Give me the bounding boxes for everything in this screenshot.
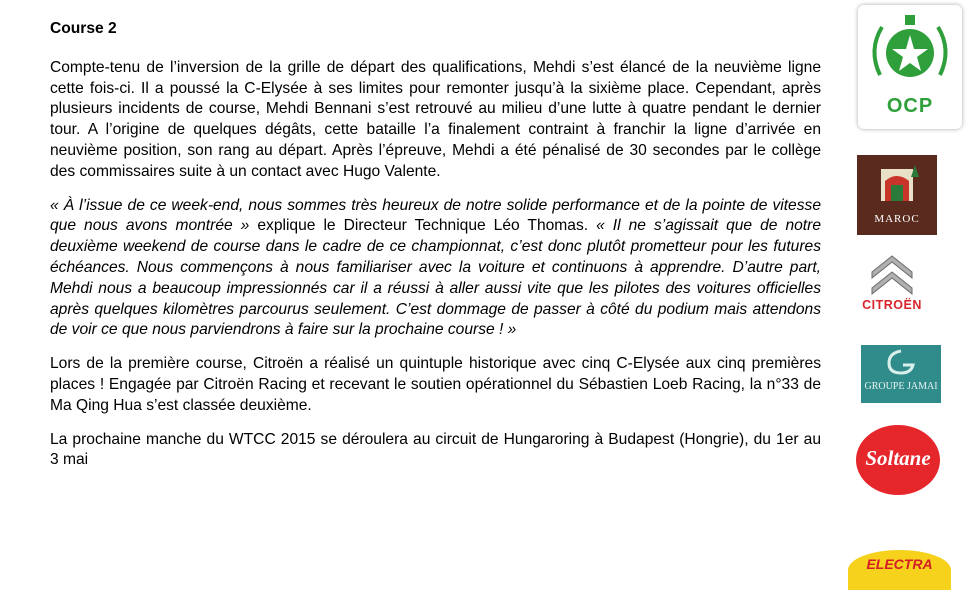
maroc-logo[interactable]: [857, 155, 937, 235]
document-body: [50, 19, 821, 484]
electra-logo-text: ELECTRA: [866, 556, 933, 572]
ocp-emblem-icon: [858, 5, 962, 95]
maroc-emblem-icon: [857, 155, 937, 213]
groupe-jamai-logo-text: GROUPE JAMAI: [864, 381, 938, 392]
paragraph-race-summary: Compte-tenu de l’inversion de la grille de départ des qualifications, Mehdi s’est élancé de la neuvième ligne cette fois-ci. Il a poussé la C-Elysée à ses limites pour remonter jusqu’à la sixième place. Cependant, après plusieurs incidents de course, Mehdi Bennani s’est retrouvé au milieu d’une lutte à quatre pendant le dernier tour. A l’origine de quelques dégâts, cette bataille l’a finalement contraint à franchir la ligne d’arrivée en neuvième position, son rang au départ. Après l’épreuve, Mehdi a été pénalisé de 30 secondes par le collège des commissaires suite à un contact avec Hugo Valente.: [50, 58, 821, 180]
groupe-jamai-logo[interactable]: [861, 345, 941, 403]
quote-attribution: explique le Directeur Technique Léo Thomas.: [249, 217, 597, 235]
soltane-logo[interactable]: [856, 425, 940, 495]
quote-text-second: « Il ne s’agissait que de notre deuxième weekend de course dans le cadre de ce championnat, c’est donc plutôt prometteur pour les futures échéances. Nous commençons à nous familiariser avec la voiture et continuons à apprendre. D’autre part, Mehdi nous a beaucoup impressionnés car il a réussi à aller aussi vite que les pilotes des voitures officielles après quelques kilomètres parcourus seulement. C’est dommage de passer à côté du podium mais attendons de voir ce que nous parviendrons à faire sur la prochaine course ! »: [50, 217, 821, 339]
citroen-logo[interactable]: [848, 250, 936, 316]
soltane-logo-text: Soltane: [865, 446, 931, 470]
electra-logo[interactable]: [848, 550, 951, 590]
ocp-logo[interactable]: [858, 5, 962, 129]
paragraph-next-round: La prochaine manche du WTCC 2015 se déroulera au circuit de Hungaroring à Budapest (Hongrie), du 1er au 3 mai: [50, 430, 821, 469]
section-heading: Course 2: [50, 20, 117, 37]
sponsor-sidebar: [845, 0, 976, 573]
maroc-logo-text: MAROC: [874, 213, 920, 225]
citroen-logo-text: CITROËN: [862, 298, 922, 312]
jamai-emblem-icon: [861, 345, 941, 381]
ocp-logo-text: OCP: [886, 95, 934, 117]
quote-text-first: « À l’issue de ce week-end, nous sommes très heureux de notre solide performance et de la pointe de vitesse que nous avons montrée »: [50, 196, 821, 235]
citroen-chevrons-icon: [848, 250, 936, 296]
paragraph-first-race: Lors de la première course, Citroën a réalisé un quintuple historique avec cinq C-Elysée aux cinq premières places ! Engagée par Citroën Racing et recevant le soutien opérationnel du Sébastien Loeb Racing, la n°33 de Ma Qing Hua s’est classée deuxième.: [50, 355, 821, 414]
paragraph-quote: [50, 196, 821, 342]
